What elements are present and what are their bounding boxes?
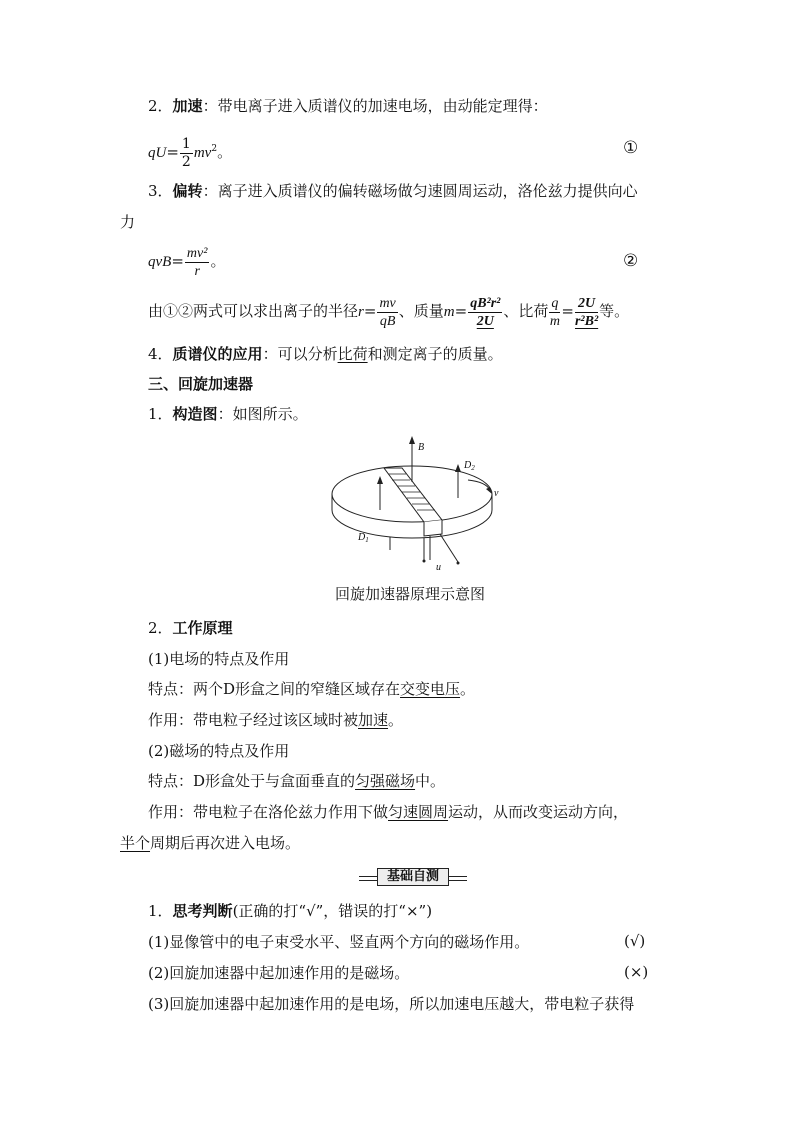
text: 作用：带电粒子在洛伦兹力作用下做 <box>148 803 389 821</box>
eq-sign: = <box>166 143 179 161</box>
label-d2: $D_2$ <box>464 460 475 472</box>
work-principle <box>148 618 233 638</box>
var-m: m <box>443 304 455 320</box>
item-3-continuation: 力 <box>120 213 136 231</box>
b-field-feature <box>148 771 445 791</box>
eq-lhs: qvB <box>148 254 172 270</box>
terminal-dot <box>457 562 460 565</box>
frac-num: mv <box>379 295 396 311</box>
item-number: 2． <box>148 619 173 637</box>
derive-text-4: 等。 <box>599 302 630 320</box>
item-title: 思考判断 <box>172 902 233 920</box>
underlined-term: 加速 <box>358 711 389 729</box>
item-text: ：如图所示。 <box>217 405 308 423</box>
derivation-line <box>148 293 629 330</box>
label-v: v <box>494 488 499 499</box>
fraction-r <box>377 295 397 330</box>
item-4 <box>148 344 503 364</box>
fraction-half <box>180 136 193 171</box>
cyclotron-diagram <box>318 432 508 580</box>
e-field-heading: (1)电场的特点及作用 <box>148 650 290 668</box>
item-number: 3． <box>148 182 173 200</box>
item-text: ：可以分析 <box>262 345 338 363</box>
underlined-term: 匀速圆周 <box>388 803 449 821</box>
frac-den: r <box>194 263 200 279</box>
item-title: 偏转 <box>172 182 203 200</box>
item-number: 4． <box>148 345 173 363</box>
tag-bar-right <box>449 876 467 881</box>
text: 中。 <box>415 772 446 790</box>
frac-den: qB <box>379 313 396 329</box>
e-field-feature <box>148 679 475 699</box>
underlined-term: 匀强磁场 <box>355 772 416 790</box>
fraction-q-m <box>549 295 560 330</box>
tag-bar-left <box>359 876 377 881</box>
judge-answer-2: (×) <box>624 963 649 981</box>
fraction <box>185 245 210 280</box>
wire <box>440 534 458 562</box>
item-title: 工作原理 <box>172 619 233 637</box>
item-number: 1． <box>148 902 173 920</box>
item-text: ：带电离子进入质谱仪的加速电场，由动能定理得： <box>202 97 548 115</box>
eq-end: 。 <box>217 143 233 161</box>
equation-2 <box>148 243 225 280</box>
eq-exponent: 2 <box>211 144 218 154</box>
frac-den: r²B² <box>574 313 599 329</box>
item-structure <box>148 404 308 424</box>
eq-lhs: qU <box>148 145 167 161</box>
arrow-head <box>455 464 461 472</box>
item-title: 构造图 <box>172 405 218 423</box>
judge-item-2: (2)回旋加速器中起加速作用的是磁场。 <box>148 964 410 982</box>
fraction-m <box>468 295 502 330</box>
item-3 <box>148 181 638 201</box>
derive-text-3: 、比荷 <box>503 302 549 320</box>
label-b: B <box>418 442 425 453</box>
item-title: 加速 <box>172 97 203 115</box>
var-r: r <box>358 304 364 320</box>
text: 特点：两个D形盒之间的窄缝区域存在 <box>148 680 401 698</box>
terminal-dot <box>423 560 426 563</box>
eq-rhs: mv <box>193 145 212 161</box>
eq-end: 。 <box>210 252 226 270</box>
derive-text-1: 由①②两式可以求出离子的半径 <box>148 302 359 320</box>
equation-1 <box>148 132 232 171</box>
text: 特点：D形盒处于与盒面垂直的 <box>148 772 356 790</box>
eq-sign: = <box>363 302 377 320</box>
frac-num: qB²r² <box>470 295 501 311</box>
fraction-qm-value <box>575 295 598 330</box>
underlined-term: 交变电压 <box>400 680 461 698</box>
frac-num: mv² <box>186 245 208 261</box>
frac-den: 2U <box>476 313 494 329</box>
b-field-role <box>148 802 628 822</box>
item-number: 1． <box>148 405 173 423</box>
eq-sign: = <box>171 252 184 270</box>
equation-marker-1: ① <box>623 138 639 158</box>
item-text: (正确的打“√”，错误的打“×”) <box>232 902 433 920</box>
text: 作用：带电粒子经过该区域时被 <box>148 711 359 729</box>
item-2 <box>148 96 548 116</box>
text: 周期后再次进入电场。 <box>150 834 301 852</box>
frac-num: 2U <box>575 295 598 313</box>
item-text: 和测定离子的质量。 <box>367 345 503 363</box>
gap-side <box>424 520 442 536</box>
eq-sign: = <box>454 302 468 320</box>
text: 运动，从而改变运动方向， <box>448 803 629 821</box>
frac-num: q <box>551 295 559 311</box>
derive-text-2: 、质量 <box>398 302 444 320</box>
frac-num: 1 <box>181 135 191 152</box>
underlined-term: 半个 <box>120 834 151 852</box>
frac-den: 2 <box>181 153 191 170</box>
underlined-term: 比荷 <box>337 345 368 363</box>
item-title: 质谱仪的应用 <box>172 345 263 363</box>
text: 。 <box>460 680 476 698</box>
arrow-head <box>409 436 415 444</box>
label-u: u <box>436 562 441 573</box>
frac-den: m <box>549 313 560 329</box>
item-number: 2． <box>148 97 173 115</box>
b-field-role-cont <box>120 833 300 853</box>
judge-heading <box>148 901 432 921</box>
label-d1: $D_1$ <box>358 532 369 544</box>
judge-answer-1: (√) <box>624 932 646 950</box>
self-test-tag <box>359 868 467 886</box>
equation-marker-2: ② <box>623 251 639 271</box>
self-test-label: 基础自测 <box>377 868 449 886</box>
text: 。 <box>388 711 404 729</box>
item-text: ：离子进入质谱仪的偏转磁场做匀速圆周运动，洛伦兹力提供向心 <box>202 182 638 200</box>
e-field-role <box>148 710 403 730</box>
b-field-heading: (2)磁场的特点及作用 <box>148 742 290 760</box>
figure-caption: 回旋加速器原理示意图 <box>335 585 486 603</box>
judge-item-3: (3)回旋加速器中起加速作用的是电场，所以加速电压越大，带电粒子获得 <box>148 995 635 1013</box>
section-heading: 三、回旋加速器 <box>148 375 254 393</box>
eq-sign: = <box>561 302 574 320</box>
judge-item-1: (1)显像管中的电子束受水平、竖直两个方向的磁场作用。 <box>148 933 530 951</box>
